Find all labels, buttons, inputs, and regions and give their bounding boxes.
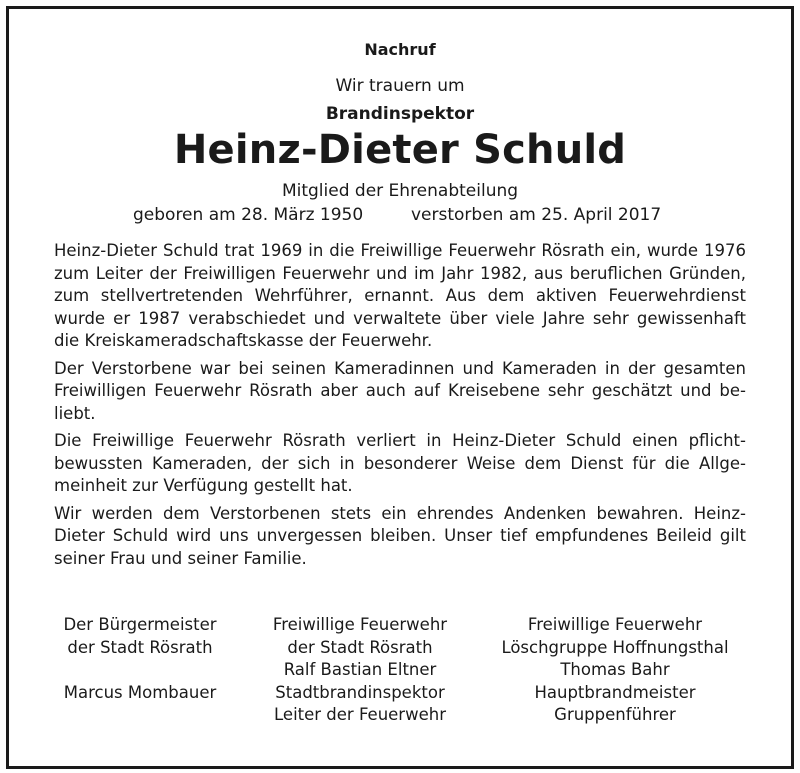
paragraph-career: Heinz-Dieter Schuld trat 1969 in die Freiwillige Feuerwehr Rösrath ein, wurde 1976 zum Leiter der Freiwilligen Feuerwehr und im Jahr 1982, aus beruflichen Gründen, zum stellvertretenden Wehrführer, ernannt. Aus dem aktiven Feuerwehrdienst wurde er 1987 verabschiedet und verwaltete über viele Jahre sehr gewissenhaft die Kreiskameradschaftskasse der Feuerwehr. [54,241,746,350]
obituary-text [54,240,746,575]
paragraph-condolence: Wir werden dem Verstorbenen stets ein ehrendes Andenken bewahren. Heinz-Dieter Schuld wird uns unvergessen bleiben. Unser tief empfundenes Beileid gilt seiner Frau und seiner Familie. [54,503,746,568]
signature-fd-title: Stadtbrandinspektor [275,682,445,702]
signature-group-line1: Freiwillige Feuerwehr [527,615,703,634]
birth-date: geboren am 28. März 1950 [133,205,364,225]
signature-mayor-line2: der Stadt Rösrath [67,637,213,657]
signature-group [495,614,735,727]
signature-fd-name: Ralf Bastian Eltner [283,660,437,679]
signature-fd-line2: der Stadt Rösrath [287,637,433,657]
signature-group-line2: Löschgruppe Hoffnungsthal [501,637,729,657]
signature-mayor-name: Marcus Mombauer [63,682,217,702]
mourning-line: Wir trauern um [335,76,465,96]
signature-fd-line1: Freiwillige Feuerwehr [272,615,448,634]
deceased-membership: Mitglied der Ehrenabteilung [281,181,519,201]
signature-mayor-line1: Der Bürgermeister [63,615,217,634]
deceased-name: Heinz-Dieter Schuld [173,127,627,173]
signature-group-title: Hauptbrandmeister [534,682,696,702]
paragraph-esteem: Der Verstorbene war bei seinen Kameradinnen und Kameraden in der gesamten Freiwilligen Feuerwehr Rösrath aber auch auf Kreisebene sehr geschätzt und beliebt. [54,358,746,423]
obituary-label: Nachruf [364,40,436,59]
deceased-rank: Brandinspektor [325,104,475,124]
signature-fire-department [255,614,465,727]
signature-spacer [40,659,240,682]
signature-group-name: Thomas Bahr [560,660,670,679]
paragraph-loss: Die Freiwillige Feuerwehr Rösrath verliert in Heinz-Dieter Schuld einen pflichtbewussten Kameraden, der sich in besonderer Weise dem Dienst für die Allgemeinheit zur Verfügung gestellt hat. [54,431,746,495]
signature-mayor [40,614,240,704]
death-date: verstorben am 25. April 2017 [411,205,662,225]
signature-fd-role: Leiter der Feuerwehr [274,705,446,724]
signature-group-role: Gruppenführer [554,705,676,724]
